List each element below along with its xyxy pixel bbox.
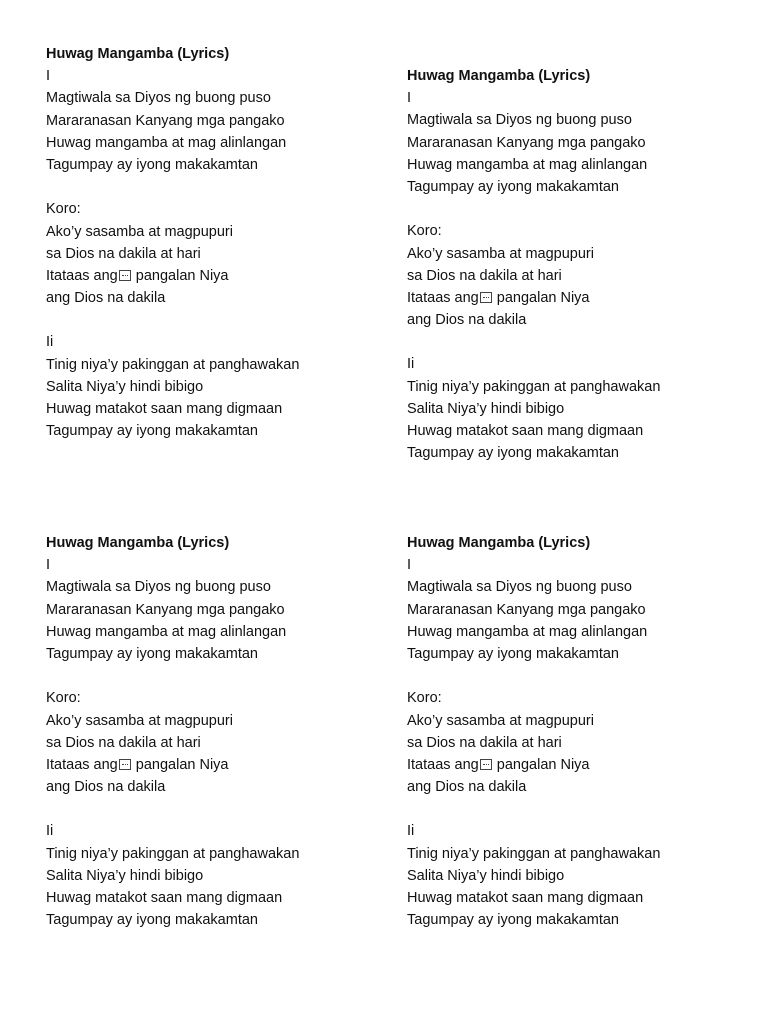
chorus-label: Koro: bbox=[407, 223, 442, 240]
verse-1-label: I bbox=[46, 557, 51, 574]
verse-2-line: Tinig niya’y pakinggan at panghawakan bbox=[407, 845, 661, 862]
verse-1-label: I bbox=[407, 90, 412, 107]
verse-2-line: Salita Niya’y hindi bibigo bbox=[46, 867, 204, 884]
lyrics-title: Huwag Mangamba (Lyrics) bbox=[407, 68, 591, 84]
chorus-line: ang Dios na dakila bbox=[46, 779, 166, 796]
verse-2-line: Tinig niya’y pakinggan at panghawakan bbox=[407, 378, 661, 395]
chorus-line-part: pangalan Niya bbox=[492, 756, 590, 773]
verse-1-line: Huwag mangamba at mag alinlangan bbox=[407, 623, 648, 640]
verse-2-line: Tagumpay ay iyong makakamtan bbox=[407, 445, 619, 462]
chorus-line-part: Itataas ang bbox=[407, 756, 479, 773]
verse-1-line: Tagumpay ay iyong makakamtan bbox=[46, 645, 258, 662]
missing-glyph-icon bbox=[119, 759, 131, 770]
chorus-line: Ako’y sasamba at magpupuri bbox=[46, 223, 233, 240]
verse-1-line: Mararanasan Kanyang mga pangako bbox=[407, 601, 646, 618]
verse-1-line: Magtiwala sa Diyos ng buong puso bbox=[46, 90, 271, 107]
chorus-line-part: Itataas ang bbox=[46, 267, 118, 284]
verse-1-line: Magtiwala sa Diyos ng buong puso bbox=[407, 579, 632, 596]
verse-1-line: Magtiwala sa Diyos ng buong puso bbox=[46, 579, 271, 596]
verse-2-label: Ii bbox=[407, 356, 415, 373]
verse-2-label: Ii bbox=[46, 823, 54, 840]
verse-2-line: Tagumpay ay iyong makakamtan bbox=[46, 423, 258, 440]
verse-2-label: Ii bbox=[407, 823, 415, 840]
chorus-line: ang Dios na dakila bbox=[46, 290, 166, 307]
verse-2-line: Salita Niya’y hindi bibigo bbox=[46, 378, 204, 395]
verse-1-label: I bbox=[407, 557, 412, 574]
verse-2-line: Tagumpay ay iyong makakamtan bbox=[46, 912, 258, 929]
missing-glyph-icon bbox=[480, 759, 492, 770]
verse-2-line: Tagumpay ay iyong makakamtan bbox=[407, 912, 619, 929]
chorus-line: sa Dios na dakila at hari bbox=[407, 267, 562, 284]
chorus-line-part: pangalan Niya bbox=[131, 756, 229, 773]
lyrics-title: Huwag Mangamba (Lyrics) bbox=[407, 535, 591, 551]
stanza-gap bbox=[407, 798, 747, 820]
verse-1-line: Huwag mangamba at mag alinlangan bbox=[407, 156, 648, 173]
chorus-line-part: pangalan Niya bbox=[131, 267, 229, 284]
verse-1-line: Tagumpay ay iyong makakamtan bbox=[46, 156, 258, 173]
verse-1-line: Tagumpay ay iyong makakamtan bbox=[407, 645, 619, 662]
chorus-line: sa Dios na dakila at hari bbox=[407, 734, 562, 751]
chorus-line: sa Dios na dakila at hari bbox=[46, 734, 201, 751]
chorus-line: ang Dios na dakila bbox=[407, 312, 527, 329]
chorus-line: sa Dios na dakila at hari bbox=[46, 245, 201, 262]
chorus-line bbox=[407, 754, 747, 776]
verse-1-line: Mararanasan Kanyang mga pangako bbox=[46, 112, 285, 129]
chorus-line-part: pangalan Niya bbox=[492, 289, 590, 306]
verse-1-line: Huwag mangamba at mag alinlangan bbox=[46, 134, 287, 151]
chorus-line bbox=[46, 265, 386, 287]
verse-2-line: Salita Niya’y hindi bibigo bbox=[407, 867, 565, 884]
missing-glyph-icon bbox=[480, 292, 492, 303]
lyrics-title: Huwag Mangamba (Lyrics) bbox=[46, 46, 230, 62]
chorus-line-part: Itataas ang bbox=[407, 289, 479, 306]
stanza-gap bbox=[407, 331, 747, 353]
chorus-line bbox=[407, 287, 747, 309]
verse-2-line: Huwag matakot saan mang digmaan bbox=[407, 423, 644, 439]
chorus-line: Ako’y sasamba at magpupuri bbox=[407, 712, 594, 729]
lyrics-block-top-left bbox=[46, 43, 386, 442]
verse-2-line: Huwag matakot saan mang digmaan bbox=[46, 890, 283, 906]
verse-2-label: Ii bbox=[46, 334, 54, 351]
chorus-line bbox=[46, 754, 386, 776]
verse-1-line: Mararanasan Kanyang mga pangako bbox=[407, 134, 646, 151]
lyrics-title: Huwag Mangamba (Lyrics) bbox=[46, 535, 230, 551]
lyrics-block-bottom-right bbox=[407, 532, 747, 931]
missing-glyph-icon bbox=[119, 270, 131, 281]
chorus-label: Koro: bbox=[407, 690, 442, 707]
chorus-line: Ako’y sasamba at magpupuri bbox=[46, 712, 233, 729]
verse-2-line: Huwag matakot saan mang digmaan bbox=[407, 890, 644, 906]
lyrics-block-top-right bbox=[407, 65, 747, 464]
chorus-line: ang Dios na dakila bbox=[407, 779, 527, 796]
verse-1-line: Tagumpay ay iyong makakamtan bbox=[407, 178, 619, 195]
verse-1-line: Magtiwala sa Diyos ng buong puso bbox=[407, 112, 632, 129]
stanza-gap bbox=[407, 198, 747, 220]
stanza-gap bbox=[46, 176, 386, 198]
stanza-gap bbox=[46, 665, 386, 687]
verse-2-line: Tinig niya’y pakinggan at panghawakan bbox=[46, 845, 300, 862]
lyrics-block-bottom-left bbox=[46, 532, 386, 931]
verse-2-line: Tinig niya’y pakinggan at panghawakan bbox=[46, 356, 300, 373]
stanza-gap bbox=[46, 798, 386, 820]
chorus-label: Koro: bbox=[46, 690, 81, 707]
stanza-gap bbox=[46, 309, 386, 331]
verse-1-line: Mararanasan Kanyang mga pangako bbox=[46, 601, 285, 618]
chorus-label: Koro: bbox=[46, 201, 81, 218]
chorus-line-part: Itataas ang bbox=[46, 756, 118, 773]
verse-2-line: Salita Niya’y hindi bibigo bbox=[407, 400, 565, 417]
verse-1-line: Huwag mangamba at mag alinlangan bbox=[46, 623, 287, 640]
verse-2-line: Huwag matakot saan mang digmaan bbox=[46, 401, 283, 417]
verse-1-label: I bbox=[46, 68, 51, 85]
chorus-line: Ako’y sasamba at magpupuri bbox=[407, 245, 594, 262]
stanza-gap bbox=[407, 665, 747, 687]
